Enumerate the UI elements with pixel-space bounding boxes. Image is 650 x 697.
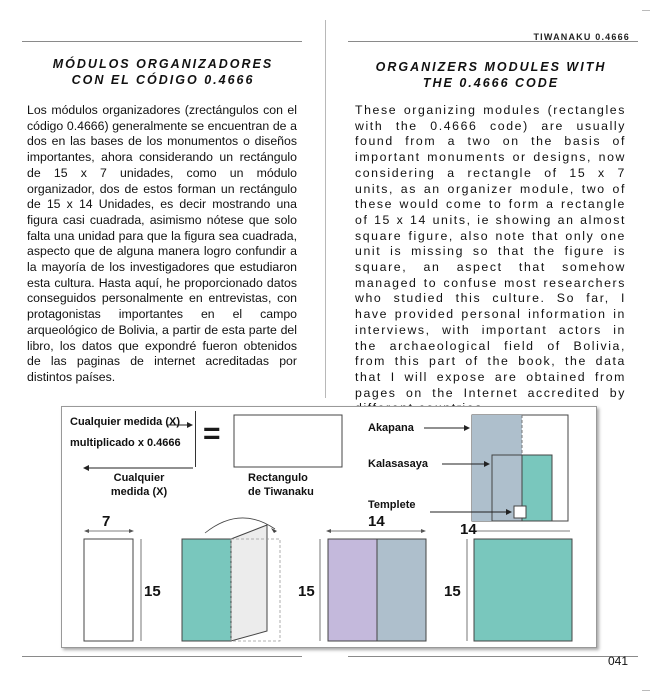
arrow-head-right-top bbox=[187, 422, 193, 428]
right-paragraph: These organizing modules (rectangles with the 0.4666 code) are usually found from a two on the basis of important monuments or designs, now considering a rectangle of 15 x 7 units, as an organizer module, two of these would come to form a rectangle of 15 x 14 units, ie showing an almost square figure, also note that only one unit is missing so that the figure is square, an aspect that somehow managed to confuse most researchers who studied this culture. So far, I have provided personal information in interviews, with important actors in the archaeological field of Bolivia, from this part of the book, the data that I will expose are obtained from pages on the Internet accredited by bbox=[355, 103, 626, 400]
dim-14-a-head-left bbox=[326, 529, 331, 533]
left-bottom-rule bbox=[22, 656, 302, 657]
dim-15-b-label: 15 bbox=[298, 583, 315, 600]
running-title: TIWANAKU 0.4666 bbox=[533, 32, 630, 42]
akapana-arrow-head bbox=[464, 425, 470, 431]
templete-label: Templete bbox=[368, 499, 416, 511]
left-top-rule bbox=[22, 41, 302, 42]
dim-14-b-label: 14 bbox=[460, 521, 477, 538]
kalasasaya-label: Kalasasaya bbox=[368, 458, 428, 470]
dim-7-label: 7 bbox=[102, 513, 111, 530]
right-title bbox=[350, 59, 632, 91]
akapana-label: Akapana bbox=[368, 422, 414, 434]
fold-module-flap bbox=[231, 525, 267, 641]
fold-module-teal bbox=[182, 539, 231, 641]
any-measure-label bbox=[104, 471, 174, 499]
left-title-line1: MÓDULOS ORGANIZADORES bbox=[52, 57, 274, 71]
diagram-figure bbox=[61, 406, 597, 648]
left-paragraph: Los módulos organizadores (zrectángulos con el código 0.4666) generalmente se encuentran de a dos en las bases de los monumentos o diseños importantes, ahora considerando un rectángulo de 15 x 7 unidades, como un módulo organizador, dos de estos forman un rectángulo de 15 x 14 Unidades, es decir mostrando una figura casi cuadrada, asimismo nótese que solo falta una unidad para que la figura sea cuadrada, aspecto que de alguna manera logro confundir a la mayoría de los investigadores que estudiaron esta cultura. Hasta aquí, he proporcionado datos conseguidos personalmente en entrevistas, con protagonistas importantes en el campo arqueológico de Bolivia, a partir de esta parte del libro, los datos que expondré fueron obtenidos de las paginas de internet acreditadas por distintos países. bbox=[27, 103, 297, 384]
equals-sign: = bbox=[203, 417, 221, 450]
diagram-lines bbox=[62, 407, 596, 647]
left-title bbox=[22, 56, 304, 88]
dim-14-a-head-right bbox=[421, 529, 426, 533]
dim-7-head-right bbox=[129, 529, 134, 533]
dim-7-head-left bbox=[84, 529, 89, 533]
gutter-line-top bbox=[325, 20, 326, 398]
left-title-line2: CON EL CÓDIGO 0.4666 bbox=[71, 73, 255, 87]
page-number: 041 bbox=[607, 654, 628, 668]
composite-left-lavender bbox=[328, 539, 377, 641]
dim-15-c-label: 15 bbox=[444, 583, 461, 600]
composite-right-bluegray bbox=[377, 539, 426, 641]
tiwanaku-rect-label bbox=[248, 471, 314, 499]
dim-15-a-label: 15 bbox=[144, 583, 161, 600]
right-title-line1: ORGANIZERS MODULES WITH bbox=[375, 60, 607, 74]
multiplied-label: multiplicado x 0.4666 bbox=[70, 437, 181, 449]
tiwanaku-rectangle bbox=[234, 415, 342, 467]
templete-rect bbox=[514, 506, 526, 518]
tiwanaku-rect-line1: Rectangulo bbox=[248, 472, 308, 484]
dim-14-a-label: 14 bbox=[368, 513, 385, 530]
any-measure-line1: Cualquier bbox=[113, 472, 165, 484]
right-title-line2: THE 0.4666 CODE bbox=[422, 76, 560, 90]
any-measure-line2: medida (X) bbox=[110, 486, 168, 498]
module-7x15 bbox=[84, 539, 133, 641]
tiwanaku-rect-line2: de Tiwanaku bbox=[248, 486, 314, 498]
edge-mark bbox=[642, 10, 650, 11]
square-15x14 bbox=[474, 539, 572, 641]
edge-mark bbox=[642, 690, 650, 691]
right-bottom-rule bbox=[348, 656, 638, 657]
any-measure-x-label: Cualquier medida (X) bbox=[70, 416, 181, 428]
arrow-head-left-bottom bbox=[83, 465, 89, 471]
